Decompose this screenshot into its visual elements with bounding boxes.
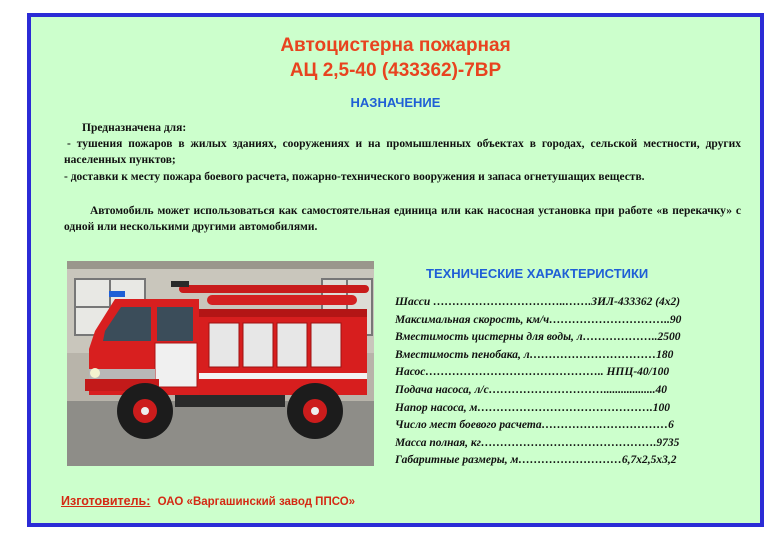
manufacturer-label: Изготовитель:	[61, 494, 151, 508]
spec-row-crew-seats: Число мест боевого расчета……………………………6	[395, 419, 674, 432]
manufacturer-name: ОАО «Варгашинский завод ППСО»	[157, 496, 356, 508]
model-title: АЦ 2,5-40 (433362)-7ВР	[289, 60, 502, 81]
spec-row-pump: Насос……………………………………….. НПЦ-40/100	[395, 366, 670, 379]
page-title: Автоцистерна пожарная	[280, 35, 511, 56]
purpose-paragraph: Автомобиль может использоваться как самостоятельная единица или как насосная установка при работе «в перекачку» с одной или несколькими другими автомобилями.	[64, 205, 741, 233]
purpose-intro: Предназначена для:	[82, 122, 187, 134]
slide-panel	[27, 13, 764, 527]
spec-row-dimensions: Габаритные размеры, м………………………6,7х2,5х3,2	[395, 454, 677, 467]
purpose-bullet-1: - тушения пожаров в жилых зданиях, сооружениях и на промышленных объектах в городах, сельской местности, других населенных пунктов;	[64, 138, 741, 166]
fire-truck-photo	[67, 261, 374, 466]
spec-row-pump-head: Напор насоса, м……………………………………….100	[395, 401, 670, 414]
specs-heading: ТЕХНИЧЕСКИЕ ХАРАКТЕРИСТИКИ	[426, 266, 649, 281]
spec-row-foam-tank: Вместимость пенобака, л……………………………180	[395, 348, 674, 361]
manufacturer	[61, 494, 355, 508]
specs-list	[395, 294, 751, 470]
spec-row-water-tank: Вместимость цистерны для воды, л………………..2500	[395, 331, 681, 344]
purpose-bullet-2: - доставки к месту пожара боевого расчета, пожарно-технического вооружения и запаса огнетушащих веществ.	[64, 171, 645, 183]
spec-row-pump-flow: Подача насоса, л/с…………………………..................40	[395, 383, 667, 396]
spec-row-chassis: Шасси ……………………………..…….ЗИЛ-433362 (4х2)	[395, 296, 681, 308]
purpose-heading: НАЗНАЧЕНИЕ	[350, 95, 441, 110]
spec-row-gross-mass: Масса полная, кг……………………………………….9735	[395, 436, 680, 449]
spec-row-max-speed: Максимальная скорость, км/ч…………………………..90	[395, 313, 682, 326]
